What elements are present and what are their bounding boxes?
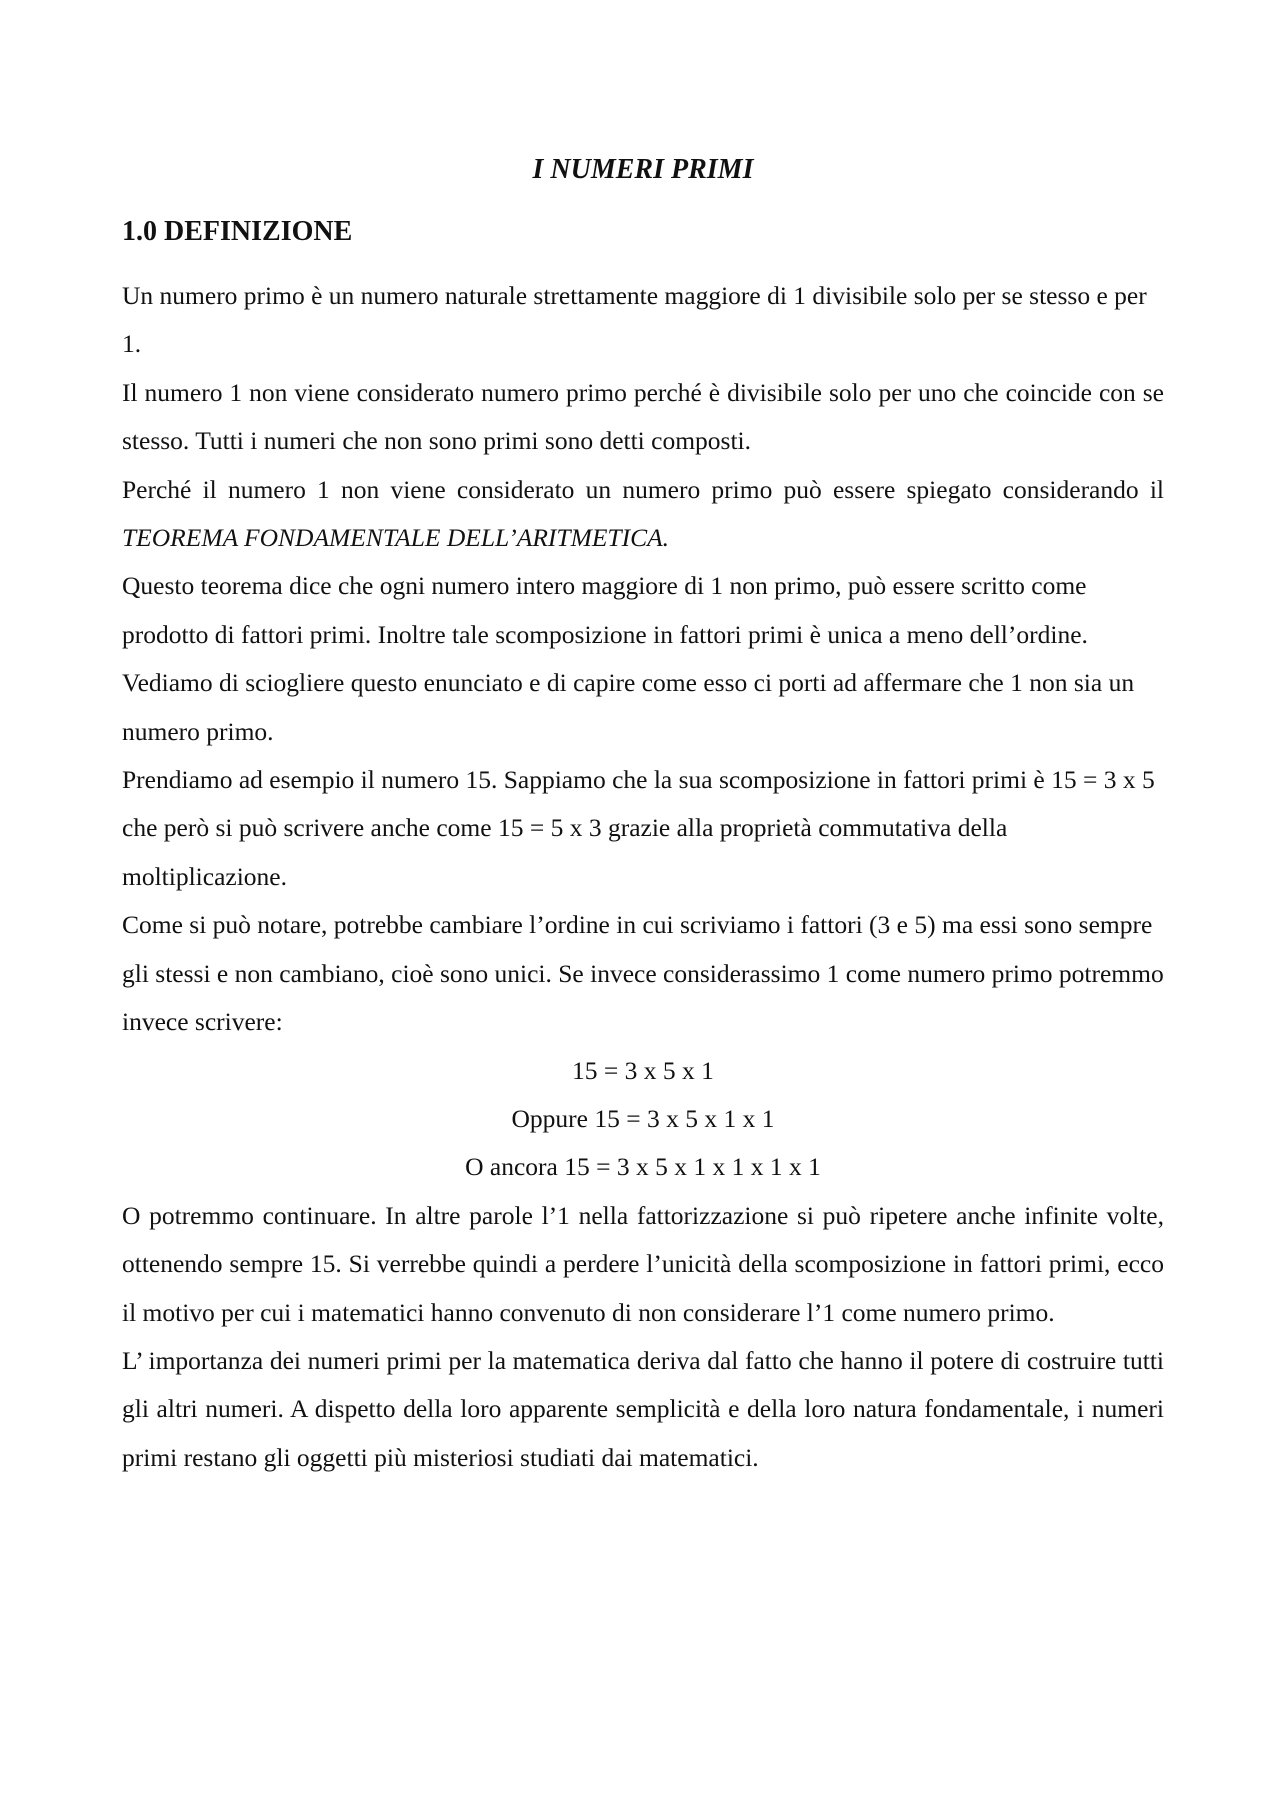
paragraph-order: Come si può notare, potrebbe cambiare l’ordine in cui scriviamo i fattori (3 e 5) ma essi sono sempre gli stessi e non cambiano, cioè sono unici. Se invece considerassimo 1 come numero primo potremmo invece scrivere: — [122, 910, 1164, 1037]
paragraph-definition: Un numero primo è un numero naturale strettamente maggiore di 1 divisibile solo per se stesso e per 1. — [122, 281, 1147, 359]
document-title: I NUMERI PRIMI — [532, 154, 754, 185]
equation-line: O ancora 15 = 3 x 5 x 1 x 1 x 1 x 1 — [465, 1152, 821, 1182]
theorem-name: TEOREMA FONDAMENTALE DELL’ARITMETICA. — [122, 523, 670, 553]
paragraph-theorem-intro — [122, 466, 1164, 563]
equation-line: Oppure 15 = 3 x 5 x 1 x 1 — [511, 1103, 775, 1133]
paragraph-theorem-statement: Questo teorema dice che ogni numero intero maggiore di 1 non primo, può essere scritto come prodotto di fattori primi. Inoltre tale scomposizione in fattori primi è unica a meno dell’ordine. — [122, 571, 1088, 649]
paragraph-importance: L’ importanza dei numeri primi per la matematica deriva dal fatto che hanno il potere di costruire tutti gli altri numeri. A dispetto della loro apparente semplicità e della loro natura fondamentale, i numeri primi restano gli oggetti più misteriosi studiati dai matematici. — [122, 1345, 1164, 1472]
theorem-intro-text: Perché il numero 1 non viene considerato un numero primo può essere spiegato considerando il — [122, 474, 1164, 504]
document-body — [122, 272, 1164, 1482]
paragraph-number-one: Il numero 1 non viene considerato numero primo perché è divisibile solo per uno che coincide con se stesso. Tutti i numeri che non sono primi sono detti composti. — [122, 377, 1164, 456]
paragraph-uniqueness: O potremmo continuare. In altre parole l’1 nella fattorizzazione si può ripetere anche infinite volte, ottenendo sempre 15. Si verrebbe quindi a perdere l’unicità della scomposizione in fattori primi, ecco il motivo per cui i matematici hanno convenuto di non considerare l’1 come numero primo. — [122, 1200, 1164, 1327]
paragraph-explanation: Vediamo di sciogliere questo enunciato e di capire come esso ci porti ad affermare che 1 non sia un numero primo. — [122, 668, 1135, 746]
equation-line: 15 = 3 x 5 x 1 — [572, 1055, 714, 1085]
section-heading: 1.0 DEFINIZIONE — [122, 216, 353, 247]
paragraph-example: Prendiamo ad esempio il numero 15. Sappiamo che la sua scomposizione in fattori primi è 15 = 3 x 5 che però si può scrivere anche come 15 = 5 x 3 grazie alla proprietà commutativa della moltiplicazione. — [122, 765, 1155, 891]
